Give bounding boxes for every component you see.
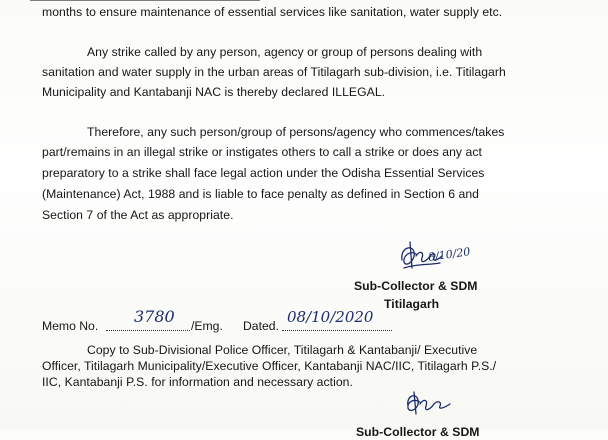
memo-label: Memo No. bbox=[42, 319, 99, 333]
memo-number-handwritten: 3780 bbox=[134, 307, 175, 326]
paragraph-2-line-1: Any strike called by any person, agency or group of persons dealing with bbox=[87, 45, 483, 59]
signatory-place: Titilagarh bbox=[384, 297, 440, 311]
paragraph-3-line-3: preparatory to a strike shall face legal action under the Odisha Essential Services bbox=[42, 166, 485, 180]
dated-label: Dated. bbox=[243, 319, 279, 333]
signature-handwritten-date: 8/10/20 bbox=[427, 245, 472, 264]
memo-date-handwritten: 08/10/2020 bbox=[287, 308, 374, 326]
signatory-title-2: Sub-Collector & SDM bbox=[356, 425, 480, 439]
copy-to-line-3: IIC, Kantabanji P.S. for information and necessary action. bbox=[42, 375, 353, 389]
copy-to-line-1: Copy to Sub-Divisional Police Officer, Titilagarh & Kantabanji/ Executive bbox=[87, 343, 478, 357]
paragraph-3-line-4: (Maintenance) Act, 1988 and is liable to face penalty as defined in Section 6 and bbox=[42, 187, 479, 201]
paragraph-2-line-3: Municipality and Kantabanji NAC is thereby declared ILLEGAL. bbox=[42, 85, 386, 99]
signatory-title: Sub-Collector & SDM bbox=[354, 279, 478, 293]
paragraph-3-line-2: part/remains in an illegal strike or instigates others to call a strike or does any act bbox=[42, 145, 482, 159]
paragraph-3-line-5: Section 7 of the Act as appropriate. bbox=[42, 208, 234, 222]
copy-to-line-2: Officer, Titilagarh Municipality/Executive Officer, Kantabanji NAC/IIC, Titilagarh P.S./ bbox=[42, 359, 497, 373]
paragraph-2-line-2: sanitation and water supply in the urban areas of Titilagarh sub-division, i.e. Titilagarh bbox=[42, 65, 506, 79]
handwritten-signature-2 bbox=[402, 390, 462, 420]
memo-suffix: /Emg. bbox=[191, 319, 223, 333]
memo-number-underline bbox=[106, 330, 190, 331]
date-underline bbox=[282, 330, 392, 331]
paragraph-top-line: months to ensure maintenance of essential services like sanitation, water supply etc. bbox=[42, 5, 503, 19]
paragraph-3-line-1: Therefore, any such person/group of persons/agency who commences/takes bbox=[87, 125, 505, 139]
